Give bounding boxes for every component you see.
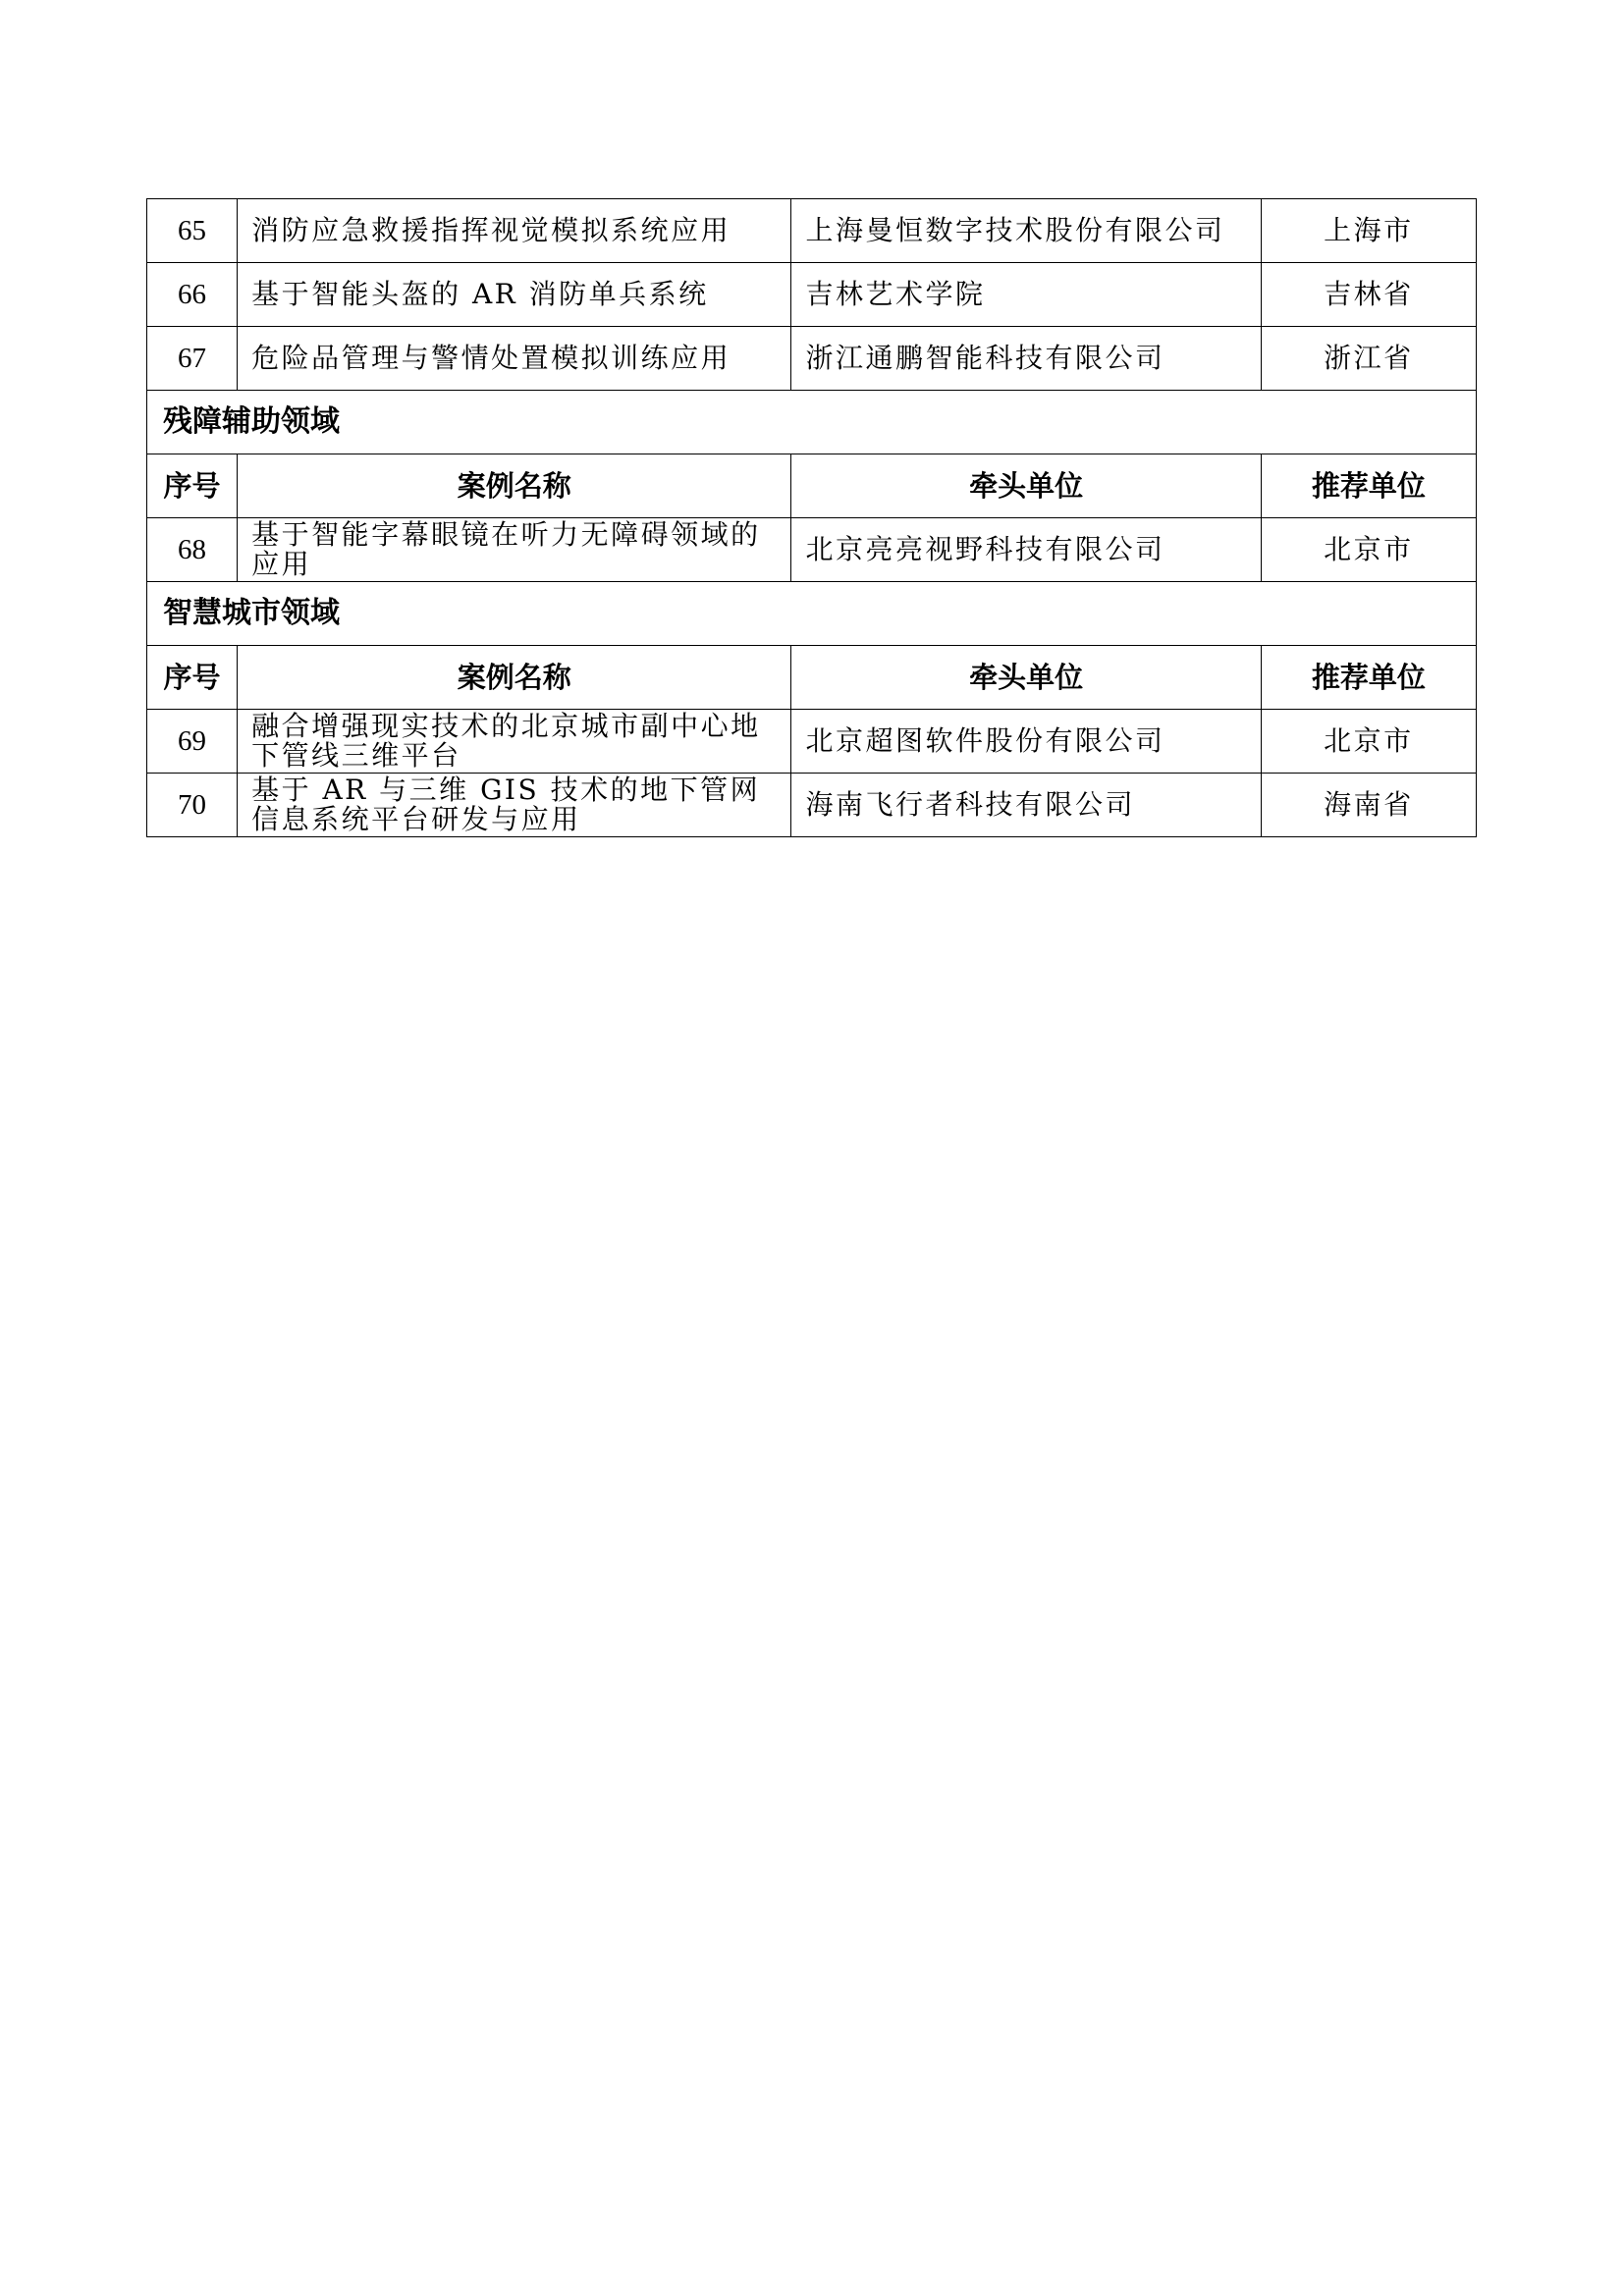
table-header-row <box>147 646 1477 710</box>
header-lead-organization: 牵头单位 <box>791 646 1261 710</box>
header-case-name: 案例名称 <box>238 646 791 710</box>
table-row <box>147 518 1477 582</box>
row-number: 65 <box>147 199 238 263</box>
header-number: 序号 <box>147 646 238 710</box>
table-header-row <box>147 454 1477 518</box>
case-name: 基于智能头盔的 AR 消防单兵系统 <box>238 263 791 327</box>
row-number: 69 <box>147 710 238 774</box>
recommending-unit: 北京市 <box>1261 710 1476 774</box>
case-name: 危险品管理与警情处置模拟训练应用 <box>238 327 791 391</box>
row-number: 66 <box>147 263 238 327</box>
row-number: 70 <box>147 774 238 837</box>
recommending-unit: 浙江省 <box>1261 327 1476 391</box>
section-title-row <box>147 582 1477 646</box>
row-number: 68 <box>147 518 238 582</box>
header-number: 序号 <box>147 454 238 518</box>
case-name: 融合增强现实技术的北京城市副中心地下管线三维平台 <box>238 710 791 774</box>
lead-organization: 上海曼恒数字技术股份有限公司 <box>791 199 1261 263</box>
case-name: 消防应急救援指挥视觉模拟系统应用 <box>238 199 791 263</box>
case-list-table <box>146 198 1477 837</box>
header-recommending-unit: 推荐单位 <box>1261 646 1476 710</box>
table-row <box>147 199 1477 263</box>
table-row <box>147 327 1477 391</box>
section-title: 残障辅助领域 <box>147 391 1477 454</box>
lead-organization: 吉林艺术学院 <box>791 263 1261 327</box>
lead-organization: 浙江通鹏智能科技有限公司 <box>791 327 1261 391</box>
recommending-unit: 北京市 <box>1261 518 1476 582</box>
lead-organization: 北京亮亮视野科技有限公司 <box>791 518 1261 582</box>
table-row <box>147 774 1477 837</box>
header-recommending-unit: 推荐单位 <box>1261 454 1476 518</box>
case-name: 基于智能字幕眼镜在听力无障碍领域的应用 <box>238 518 791 582</box>
header-case-name: 案例名称 <box>238 454 791 518</box>
section-title: 智慧城市领域 <box>147 582 1477 646</box>
recommending-unit: 上海市 <box>1261 199 1476 263</box>
recommending-unit: 海南省 <box>1261 774 1476 837</box>
lead-organization: 海南飞行者科技有限公司 <box>791 774 1261 837</box>
header-lead-organization: 牵头单位 <box>791 454 1261 518</box>
lead-organization: 北京超图软件股份有限公司 <box>791 710 1261 774</box>
recommending-unit: 吉林省 <box>1261 263 1476 327</box>
row-number: 67 <box>147 327 238 391</box>
table-row <box>147 710 1477 774</box>
section-title-row <box>147 391 1477 454</box>
table-row <box>147 263 1477 327</box>
case-name: 基于 AR 与三维 GIS 技术的地下管网信息系统平台研发与应用 <box>238 774 791 837</box>
